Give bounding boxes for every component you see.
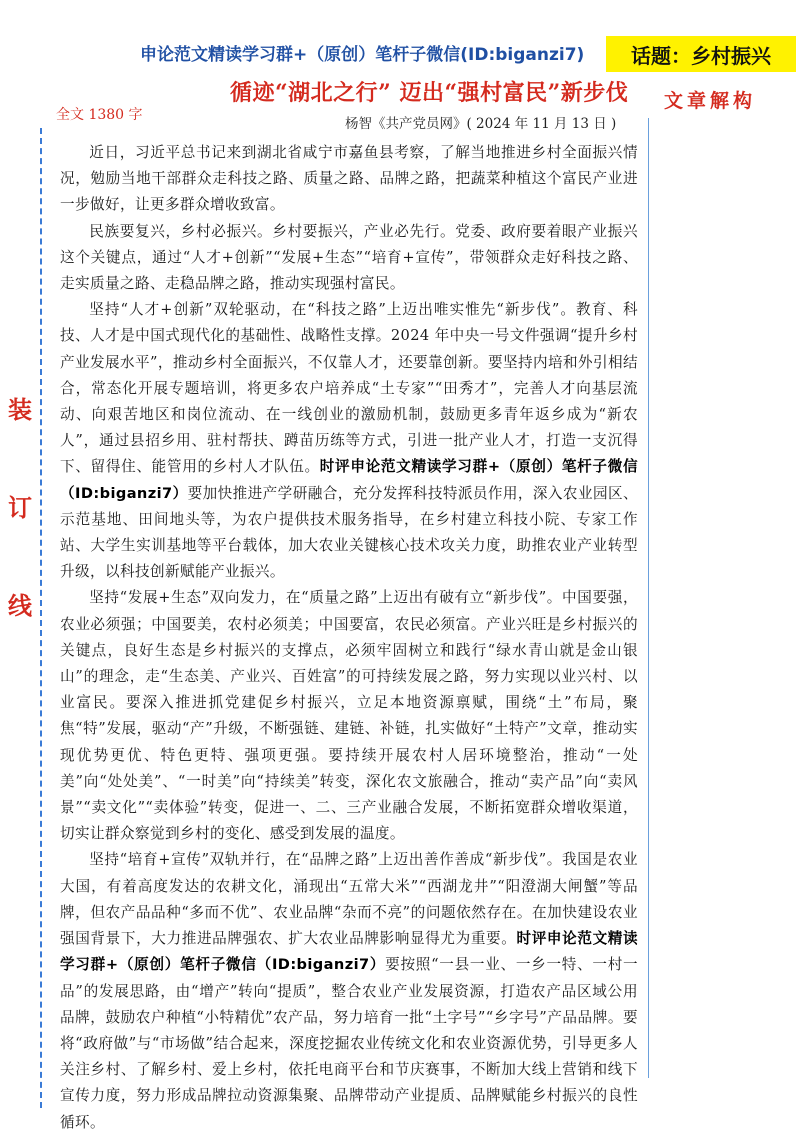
header-banner: 申论范文精读学习群+（原创）笔杆子微信(ID:biganzi7) — [140, 45, 585, 65]
article-byline: 杨智《共产党员网》( 2024 年 11 月 13 日 ) — [345, 116, 617, 132]
inline-promo-text: 时评申论范文精读学习群+（原创）笔杆子微信（ID:biganzi7） — [60, 930, 638, 974]
article-paragraph — [60, 847, 638, 1135]
side-note-heading: 文章解构 — [664, 90, 757, 112]
binding-char: 装 — [8, 395, 32, 424]
paragraph-text: 坚持“培育+宣传”双轨并行，在“品牌之路”上迈出善作善成“新步伐”。我国是农业大国，有着高度发达的农耕文化，涌现出“五常大米”“西湖龙井”“阳澄湖大闸蟹”等品牌，但农产品品种“多而不优”、农业品牌“杂而不亮”的问题依然存在。在加快建设农业强国背景下，大力推进品牌强农、扩大农业品牌影响显得尤为重要。 — [60, 851, 638, 948]
binding-char: 线 — [8, 591, 32, 620]
paragraph-text: 要加快推进产学研融合，充分发挥科技特派员作用，深入农业园区、示范基地、田间地头等，为农户提供技术服务指导，在乡村建立科技小院、专家工作站、大学生实训基地等平台载体，加大农业关键核心技术攻关力度，助推农业产业转型升级，以科技创新赋能产业振兴。 — [60, 484, 638, 581]
paragraph-text: 近日，习近平总书记来到湖北省咸宁市嘉鱼县考察，了解当地推进乡村全面振兴情况，勉励当地干部群众走科技之路、质量之路、品牌之路，把蔬菜种植这个富民产业进一步做好，让更多群众增收致富。 — [60, 144, 638, 214]
inline-promo-text: 时评申论范文精读学习群+（原创）笔杆子微信（ID:biganzi7） — [60, 458, 638, 502]
article-paragraph — [60, 297, 638, 585]
topic-label: 话题：乡村振兴 — [606, 36, 796, 72]
article-title: 循迹“湖北之行” 迈出“强村富民”新步伐 — [230, 80, 629, 106]
word-count: 全文 1380 字 — [56, 107, 143, 123]
article-paragraph — [60, 585, 638, 847]
paragraph-text: 民族要复兴，乡村必振兴。乡村要振兴，产业必先行。党委、政府要着眼产业振兴这个关键点，通过“人才+创新”“发展+生态”“培育+宣传”，带领群众走好科技之路、走实质量之路、走稳品牌之路，推动实现强村富民。 — [60, 222, 638, 293]
article-paragraph — [60, 140, 638, 219]
article-body — [60, 140, 638, 1136]
paragraph-text: 坚持“人才+创新”双轮驱动，在“科技之路”上迈出唯实惟先“新步伐”。教育、科技、人才是中国式现代化的基础性、战略性支撑。2024 年中央一号文件强调“提升乡村产业发展水平”，推动乡村全面振兴，不仅靠人才，还要靠创新。要坚持内培和外引相结合，常态化开展专题培训，将更多农户培养成“土专家”“田秀才”，完善人才向基层流动、向艰苦地区和岗位流动、在一线创业的激励机制，鼓励更多青年返乡成为“新农人”，通过县招乡用、驻村帮扶、蹲苗历练等方式，引进一批产业人才，打造一支沉得下、留得住、能管用的乡村人才队伍。 — [60, 301, 638, 476]
binding-dashed-line — [40, 128, 42, 1108]
paragraph-text: 要按照“一县一业、一乡一特、一村一品”的发展思路，由“增产”转向“提质”，整合农业产业发展资源，打造农产品区域公用品牌，鼓励农户种植“小特精优”农产品，努力培育一批“土字号”“乡字号”产品品牌。要将“政府做”与“市场做”结合起来，深度挖掘农业传统文化和农业资源优势，引导更多人关注乡村、了解乡村、爱上乡村，依托电商平台和节庆赛事，不断加大线上营销和线下宣传力度，努力形成品牌拉动资源集聚、品牌带动产业提质、品牌赋能乡村振兴的良性循环。 — [60, 956, 638, 1131]
column-divider — [648, 118, 649, 1078]
paragraph-text: 坚持“发展+生态”双向发力，在“质量之路”上迈出有破有立“新步伐”。中国要强，农业必须强；中国要美，农村必须美；中国要富，农民必须富。产业兴旺是乡村振兴的关键点，良好生态是乡村振兴的支撑点，必须牢固树立和践行“绿水青山就是金山银山”的理念，走“生态美、产业兴、百姓富”的可持续发展之路，努力实现以业兴村、以业富民。要深入推进抓党建促乡村振兴，立足本地资源禀赋，围绕“土”布局，聚焦“特”发展，驱动“产”升级，不断强链、建链、补链，扎实做好“土特产”文章，推动实现优势更优、特色更特、强项更强。要持续开展农村人居环境整治，推动“一处美”向“处处美”、“一时美”向“持续美”转变，深化农文旅融合，推动“卖产品”向“卖风景”“卖文化”“卖体验”转变，促进一、二、三产业融合发展，不断拓宽群众增收渠道，切实让群众察觉到乡村的变化、感受到发展的温度。 — [60, 589, 638, 843]
article-paragraph — [60, 219, 638, 298]
binding-char: 订 — [8, 493, 32, 522]
